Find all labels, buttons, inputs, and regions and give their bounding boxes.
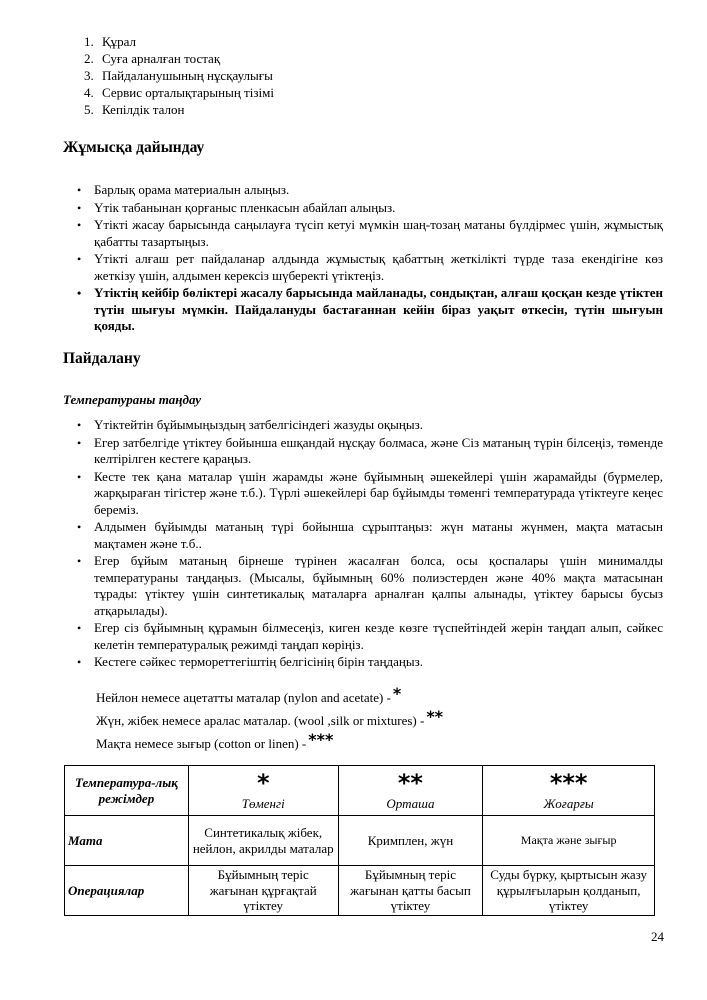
list-item: • Үтікті алғаш рет пайдаланар алдында жұмыстық қабаттың жеткілікті түрде таза екендігіне көз жеткізу үшін, алдымен керексіз шүберекті үтіктеңіз. (77, 251, 663, 284)
list-item: • Егер затбелгіде үтіктеу бойынша ешқандай нұсқау болмаса, және Сіз матаның түрін білсеңіз, төменде келтірілген кестеге қараңыз. (77, 435, 663, 468)
page-number: 24 (651, 929, 664, 944)
list-item: 3. Пайдаланушының нұсқаулығы (84, 68, 273, 83)
legend-line-medium: Жүн, жібек немесе аралас маталар. (wool ,silk or mixtures) - ** (96, 707, 444, 728)
preparation-list (77, 182, 663, 336)
table-cell: Бұйымның теріс жағынан қатты басып үтіктеу (338, 866, 483, 916)
list-item: • Кесте тек қана маталар үшін жарамды және бұйымның әшекейлері үшін жарамайды (бүрмелер, жарқыраған тігістер және т.б.). Түрлі әшекейлері бар бұйымды төменгі температурада үтіктеуге кеңес береміз. (77, 469, 663, 519)
list-item: • Үтіктейтін бұйымыңыздың затбелгісіндегі жазуды оқыңыз. (77, 417, 663, 434)
list-item: 1. Құрал (84, 34, 137, 49)
section-title-usage: Пайдалану (63, 350, 141, 367)
legend-line-low: Нейлон немесе ацетатты маталар (nylon and acetate) - * (96, 684, 402, 705)
subsection-title-temperature: Температураны таңдау (63, 392, 202, 407)
temperature-table (64, 765, 655, 916)
table-cell: Суды бүрку, қыртысын жазу құрылғыларын қолданып, үтіктеу (483, 866, 655, 916)
list-item: 5. Кепілдік талон (84, 102, 185, 117)
legend-line-high: Мақта немесе зығыр (cotton or linen) - *** (96, 730, 334, 751)
list-item: 2. Суға арналған тостақ (84, 51, 221, 66)
star-marker: * (392, 684, 402, 703)
header-label-cell: Температура-лық режімдер (65, 766, 189, 816)
list-item: 4. Сервис орталықтарының тізімі (84, 85, 274, 100)
list-item: • Барлық орама материалын алыңыз. (77, 182, 663, 199)
list-item: • Егер сіз бұйымның құрамын білмесеңіз, киген кезде көзге түспейтіндей жерін таңдап алып, сәйкес келетін температуралық режимді таңдап көріңіз. (77, 620, 663, 653)
header-cell-medium: ** Орташа (338, 766, 483, 816)
header-cell-low: * Төменгі (188, 766, 338, 816)
table-row (65, 816, 655, 866)
table-header-row (65, 766, 655, 816)
table-row (65, 866, 655, 916)
star-marker: *** (308, 730, 334, 749)
list-item: • Үтік табанынан қорғаныс пленкасын абайлап алыңыз. (77, 200, 663, 217)
row-label: Операциялар (65, 866, 189, 916)
table-cell: Бұйымның теріс жағынан құрғақтай үтіктеу (188, 866, 338, 916)
list-item-bold: • Үтіктің кейбір бөліктері жасалу барысында майланады, сондықтан, алғаш қосқан кезде үтіктен түтін шығуы мүмкін. Пайдалануды бастағаннан кейін біраз уақыт өткесін, түтін шығуын қояды. (77, 285, 663, 335)
list-item: • Кестеге сәйкес термореттегіштің белгісінің бірін таңдаңыз. (77, 654, 663, 671)
package-contents-list (84, 33, 274, 118)
section-title-preparation: Жұмысқа дайындау (63, 139, 205, 156)
table-cell: Синтетикалық жібек, нейлон, акрилды маталар (188, 816, 338, 866)
star-marker: ** (426, 707, 444, 726)
header-cell-high: *** Жоғарғы (483, 766, 655, 816)
table-cell: Кримплен, жүн (338, 816, 483, 866)
list-item: • Алдымен бұйымды матаның түрі бойынша сұрыптаңыз: жүн матаны жүнмен, мақта матасын мақтамен және т.б.. (77, 519, 663, 552)
list-item: • Үтікті жасау барысында саңылауға түсіп кетуі мүмкін шаң-тозаң матаны бүлдірмес үшін, жұмыстық қабатты тазартыңыз. (77, 217, 663, 250)
row-label: Мата (65, 816, 189, 866)
list-item: • Егер бұйым матаның бірнеше түрінен жасалған болса, осы қоспалары үшін минималды температураны таңдаңыз. (Мысалы, бұйымның 60% полиэстерден және 40% мақта матасынан тұрады: үтіктеу үшін синтетикалық маталарға арналған қалпы алынады, үтіктеу барысы бусыз атқарылады). (77, 553, 663, 619)
usage-list (77, 417, 663, 672)
table-cell: Мақта және зығыр (483, 816, 655, 866)
